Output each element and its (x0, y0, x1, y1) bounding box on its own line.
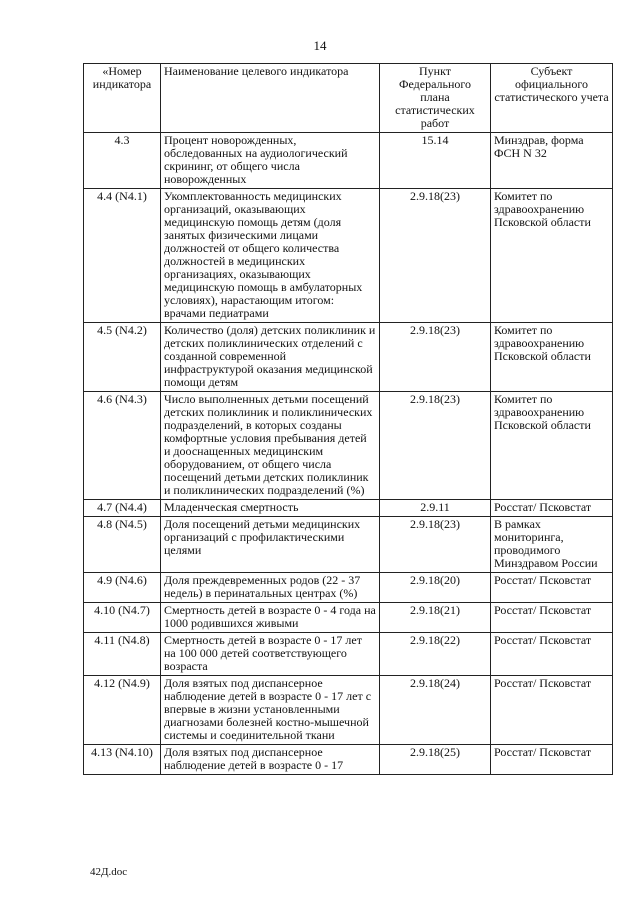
table-row (84, 500, 613, 517)
cell-indicator-name: Смертность детей в возрасте 0 - 4 года на 1000 родившихся живыми (161, 603, 380, 633)
header-indicator-name: Наименование целевого индикатора (161, 64, 380, 133)
table-row (84, 573, 613, 603)
cell-plan-point: 2.9.18(23) (380, 189, 491, 323)
cell-plan-point: 2.9.11 (380, 500, 491, 517)
cell-indicator-number: 4.7 (N4.4) (84, 500, 161, 517)
cell-indicator-number: 4.8 (N4.5) (84, 517, 161, 573)
header-plan-point: Пункт Федерального плана статистических работ (380, 64, 491, 133)
cell-indicator-number: 4.4 (N4.1) (84, 189, 161, 323)
cell-indicator-name: Доля взятых под диспансерное наблюдение детей в возрасте 0 - 17 лет с впервые в жизни установленными диагнозами болезней костно-мышечной системы и соединительной ткани (161, 676, 380, 745)
cell-statistical-subject: Комитет по здравоохранению Псковской области (491, 189, 613, 323)
cell-plan-point: 2.9.18(24) (380, 676, 491, 745)
cell-statistical-subject: Комитет по здравоохранению Псковской области (491, 392, 613, 500)
cell-indicator-number: 4.9 (N4.6) (84, 573, 161, 603)
cell-indicator-name: Младенческая смертность (161, 500, 380, 517)
page-number: 14 (313, 38, 327, 53)
table-header-row (84, 64, 613, 133)
cell-indicator-name: Доля посещений детьми медицинских организаций с профилактическими целями (161, 517, 380, 573)
cell-statistical-subject: Росстат/ Псковстат (491, 676, 613, 745)
cell-plan-point: 2.9.18(22) (380, 633, 491, 676)
cell-statistical-subject: Росстат/ Псковстат (491, 633, 613, 676)
cell-indicator-number: 4.12 (N4.9) (84, 676, 161, 745)
cell-indicator-name: Процент новорожденных, обследованных на аудиологический скрининг, от общего числа новорожденных (161, 133, 380, 189)
cell-statistical-subject: Росстат/ Псковстат (491, 603, 613, 633)
cell-plan-point: 2.9.18(23) (380, 517, 491, 573)
table-row (84, 323, 613, 392)
indicator-table (83, 63, 613, 775)
cell-statistical-subject: Росстат/ Псковстат (491, 500, 613, 517)
cell-statistical-subject: В рамках мониторинга, проводимого Минздравом России (491, 517, 613, 573)
cell-statistical-subject: Минздрав, форма ФСН N 32 (491, 133, 613, 189)
cell-plan-point: 15.14 (380, 133, 491, 189)
table-row (84, 189, 613, 323)
cell-statistical-subject: Росстат/ Псковстат (491, 745, 613, 775)
cell-indicator-name: Количество (доля) детских поликлиник и детских поликлинических отделений с созданной современной инфраструктурой оказания медицинской помощи детям (161, 323, 380, 392)
cell-indicator-number: 4.10 (N4.7) (84, 603, 161, 633)
cell-statistical-subject: Комитет по здравоохранению Псковской области (491, 323, 613, 392)
cell-plan-point: 2.9.18(23) (380, 392, 491, 500)
cell-indicator-name: Доля преждевременных родов (22 - 37 недель) в перинатальных центрах (%) (161, 573, 380, 603)
cell-indicator-name: Укомплектованность медицинских организаций, оказывающих медицинскую помощь детям (доля занятых физическими лицами должностей от общего количества должностей в медицинских организациях, оказывающих медицинскую помощь в амбулаторных условиях), нарастающим итогом: врачами педиатрами (161, 189, 380, 323)
cell-indicator-name: Число выполненных детьми посещений детских поликлиник и поликлинических подразделений, в которых созданы комфортные условия пребывания детей и дооснащенных медицинским оборудованием, от общего числа посещений детьми детских поликлиник и поликлинических подразделений (%) (161, 392, 380, 500)
cell-plan-point: 2.9.18(23) (380, 323, 491, 392)
cell-plan-point: 2.9.18(25) (380, 745, 491, 775)
cell-plan-point: 2.9.18(20) (380, 573, 491, 603)
table-row (84, 676, 613, 745)
table-row (84, 392, 613, 500)
header-indicator-number: «Номер индикатора (84, 64, 161, 133)
cell-indicator-number: 4.3 (84, 133, 161, 189)
table-row (84, 745, 613, 775)
table-row (84, 603, 613, 633)
cell-statistical-subject: Росстат/ Псковстат (491, 573, 613, 603)
cell-indicator-name: Доля взятых под диспансерное наблюдение детей в возрасте 0 - 17 (161, 745, 380, 775)
cell-indicator-number: 4.5 (N4.2) (84, 323, 161, 392)
table-row (84, 133, 613, 189)
cell-indicator-number: 4.11 (N4.8) (84, 633, 161, 676)
table-row (84, 633, 613, 676)
document-filename: 42Д.doc (90, 866, 128, 878)
cell-plan-point: 2.9.18(21) (380, 603, 491, 633)
cell-indicator-number: 4.13 (N4.10) (84, 745, 161, 775)
table-row (84, 517, 613, 573)
cell-indicator-name: Смертность детей в возрасте 0 - 17 лет на 100 000 детей соответствующего возраста (161, 633, 380, 676)
header-statistical-subject: Субъект официального статистического учета (491, 64, 613, 133)
cell-indicator-number: 4.6 (N4.3) (84, 392, 161, 500)
